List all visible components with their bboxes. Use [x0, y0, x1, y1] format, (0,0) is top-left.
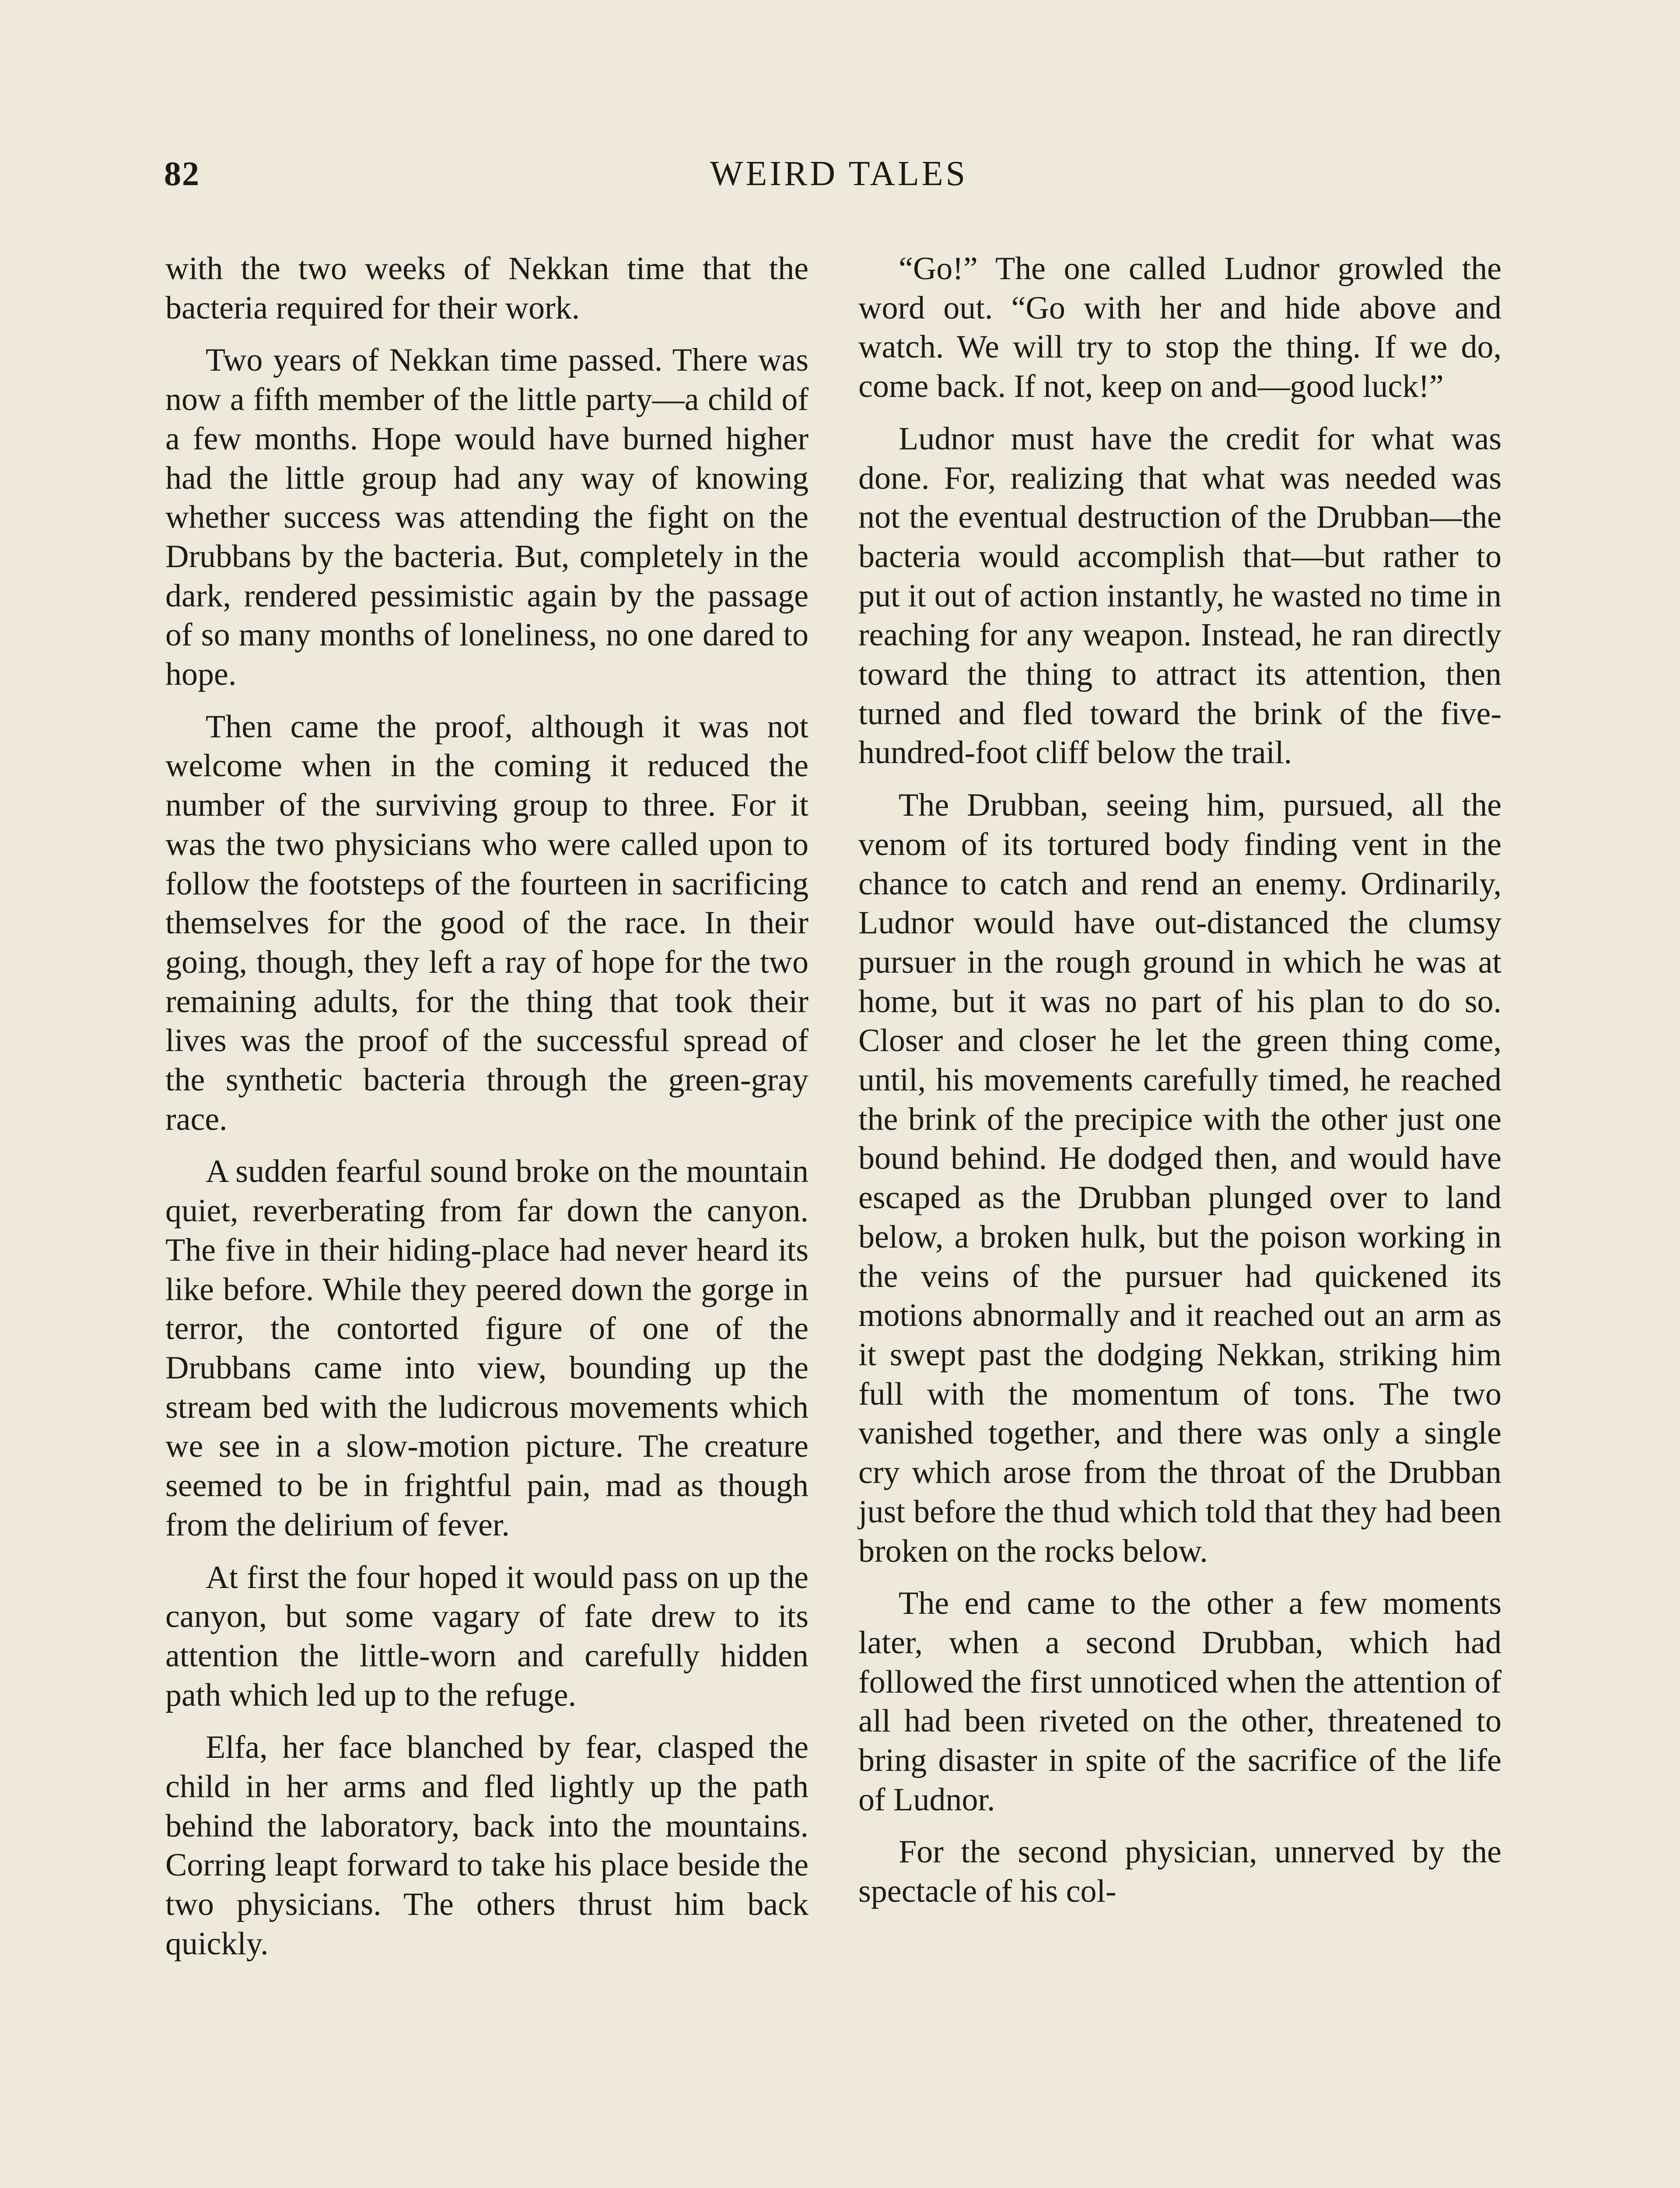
paragraph: A sudden fearful sound broke on the mountain quiet, reverberating from far down the canyon. The five in their hiding-place had never heard its like before. While they peered down the gorge in terror, the contorted figure of one of the Drubbans came into view, bounding up the stream bed with the ludicrous movements which we see in a slow-motion picture. The creature seemed to be in frightful pain, mad as though from the delirium of fever. — [165, 1154, 808, 1543]
paragraph: with the two weeks of Nekkan time that the bacteria required for their work. — [165, 251, 808, 326]
paragraph: For the second physician, unnerved by the spectacle of his col- — [858, 1834, 1502, 1910]
running-head-title: WEIRD TALES — [710, 154, 968, 193]
paragraph: Then came the proof, although it was not welcome when in the coming it reduced the number of the surviving group to three. For it was the two physicians who were called upon to follow the footsteps of the fourteen in sacrificing themselves for the good of the race. In their going, though, they left a ray of hope for the two remaining adults, for the thing that took their lives was the proof of the successful spread of the synthetic bacteria through the green-gray race. — [165, 708, 808, 1137]
paragraph: At first the four hoped it would pass on up the canyon, but some vagary of fate drew to its attention the little-worn and carefully hidden path which led up to the refuge. — [165, 1559, 808, 1713]
paragraph: “Go!” The one called Ludnor growled the word out. “Go with her and hide above and watch. We will try to stop the thing. If we do, come back. If not, keep on and—good luck!” — [858, 251, 1502, 405]
left-text-column — [165, 249, 808, 1977]
paragraph: The end came to the other a few moments later, when a second Drubban, which had followed the first unnoticed when the attention of all had been riveted on the other, threatened to bring disaster in spite of the sacrifice of the life of Ludnor. — [858, 1585, 1502, 1818]
right-text-column — [858, 249, 1502, 1925]
paragraph: Elfa, her face blanched by fear, clasped the child in her arms and fled lightly up the path behind the laboratory, back into the mountains. Corring leapt forward to take his place beside the two physicians. The others thrust him back quickly. — [165, 1729, 808, 1962]
page-number: 82 — [164, 154, 200, 193]
paragraph: Ludnor must have the credit for what was done. For, realizing that what was needed was not the eventual destruction of the Drubban—the bacteria would accomplish that—but rather to put it out of action instantly, he wasted no time in reaching for any weapon. Instead, he ran directly toward the thing to attract its attention, then turned and fled toward the brink of the five-hundred-foot cliff below the trail. — [858, 421, 1502, 771]
paragraph: Two years of Nekkan time passed. There was now a fifth member of the little party—a child of a few months. Hope would have burned higher had the little group had any way of knowing whether success was attending the fight on the Drubbans by the bacteria. But, completely in the dark, rendered pessimistic again by the passage of so many months of loneliness, no one dared to hope. — [165, 342, 808, 693]
page-header — [164, 154, 1514, 202]
paragraph: The Drubban, seeing him, pursued, all the venom of its tortured body finding vent in the chance to catch and rend an enemy. Ordinarily, Ludnor would have out-distanced the clumsy pursuer in the rough ground in which he was at home, but it was no part of his plan to do so. Closer and closer he let the green thing come, until, his movements carefully timed, he reached the brink of the precipice with the other just one bound behind. He dodged then, and would have escaped as the Drubban plunged over to land below, a broken hulk, but the poison working in the veins of the pursuer had quickened its motions abnormally and it reached out an arm as it swept past the dodging Nekkan, striking him full with the momentum of tons. The two vanished together, and there was only a single cry which arose from the throat of the Drubban just before the thud which told that they had been broken on the rocks below. — [858, 787, 1502, 1569]
